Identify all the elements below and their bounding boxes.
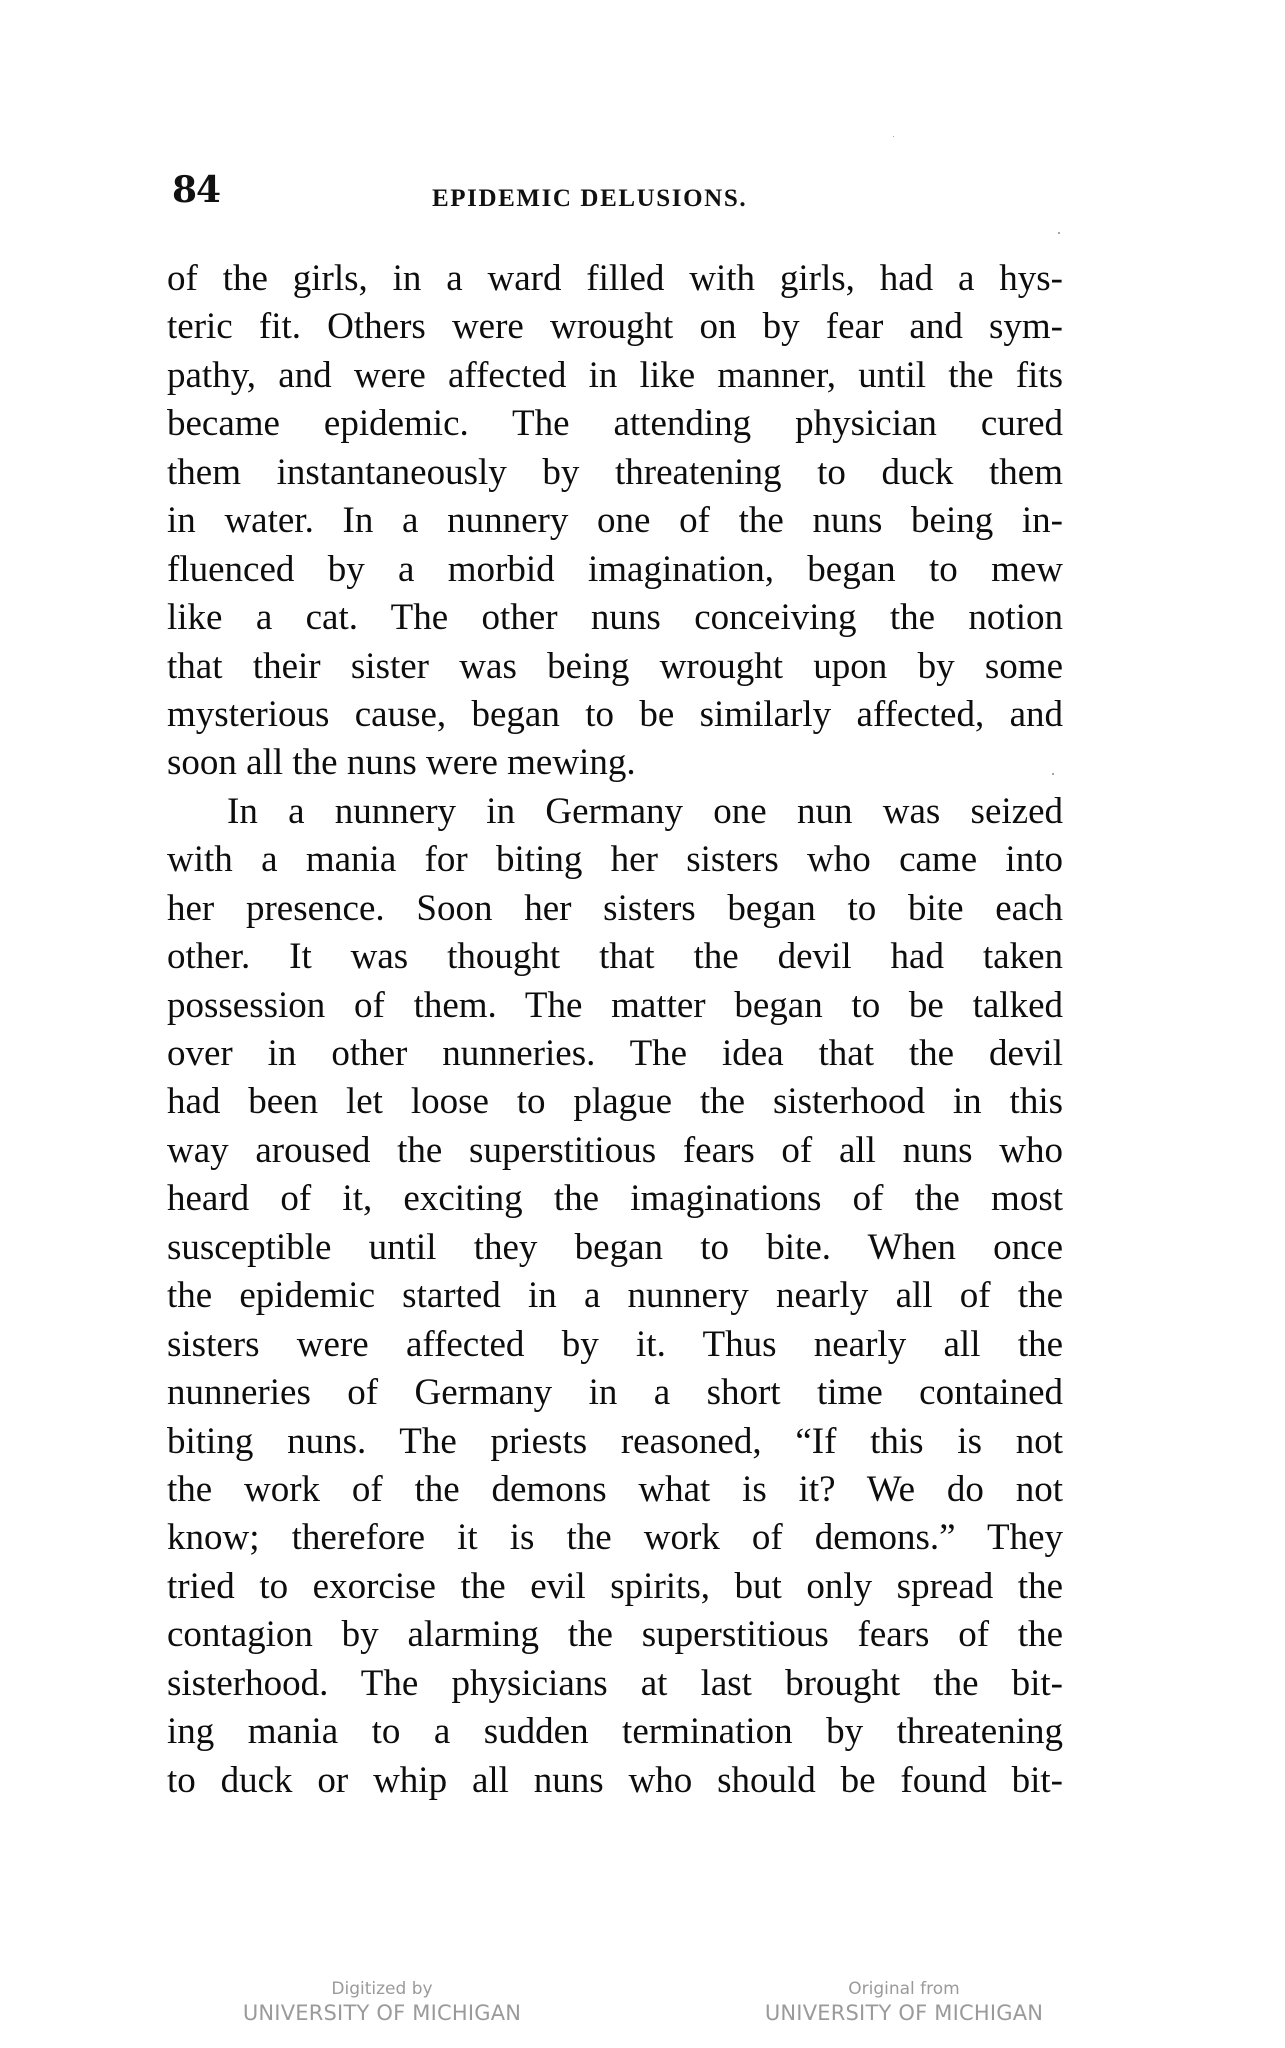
footer-original-institution: UNIVERSITY OF MICHIGAN xyxy=(764,2001,1044,2025)
text-line: sisterhood. The physicians at last brought the bit- xyxy=(167,1662,1063,1704)
text-line: contagion by alarming the superstitious fears of the xyxy=(167,1614,1063,1656)
running-head: EPIDEMIC DELUSIONS. xyxy=(432,185,748,212)
text-line: susceptible until they began to bite. When once xyxy=(167,1226,1063,1268)
text-line: fluenced by a morbid imagination, began to mew xyxy=(167,548,1063,590)
text-line: sisters were affected by it. Thus nearly all the xyxy=(167,1323,1063,1365)
text-line: heard of it, exciting the imaginations of the most xyxy=(167,1178,1063,1220)
footer-digitized-by xyxy=(232,1978,532,2026)
text-line: mysterious cause, began to be similarly affected, and xyxy=(167,693,1063,735)
text-line: in water. In a nunnery one of the nuns being in- xyxy=(167,500,1063,542)
text-line-paragraph-end: soon all the nuns were mewing. xyxy=(167,742,636,784)
text-line: biting nuns. The priests reasoned, “If this is not xyxy=(167,1420,1063,1462)
text-line: of the girls, in a ward filled with girls, had a hys- xyxy=(167,258,1063,299)
footer-original-from xyxy=(754,1978,1054,2026)
text-line: to duck or whip all nuns who should be found bit- xyxy=(167,1759,1063,1801)
text-line: know; therefore it is the work of demons.” They xyxy=(167,1517,1063,1559)
text-line: with a mania for biting her sisters who came into xyxy=(167,839,1063,881)
scan-speck xyxy=(893,136,894,137)
text-line: tried to exorcise the evil spirits, but only spread the xyxy=(167,1565,1063,1607)
footer-digitized-label: Digitized by xyxy=(331,1979,433,1999)
text-line: them instantaneously by threatening to duck them xyxy=(167,451,1063,493)
text-line: pathy, and were affected in like manner, until the fits xyxy=(167,354,1063,396)
text-line: nunneries of Germany in a short time contained xyxy=(167,1372,1063,1414)
text-line: became epidemic. The attending physician cured xyxy=(167,403,1063,445)
text-line: ing mania to a sudden termination by threatening xyxy=(167,1711,1063,1753)
text-line: like a cat. The other nuns conceiving the notion xyxy=(167,597,1063,639)
text-line-paragraph-start: In a nunnery in Germany one nun was seized xyxy=(227,790,1063,832)
text-line: had been let loose to plague the sisterhood in this xyxy=(167,1081,1063,1123)
text-line: her presence. Soon her sisters began to bite each xyxy=(167,887,1063,929)
text-line: that their sister was being wrought upon by some xyxy=(167,645,1063,687)
scan-speck xyxy=(1052,773,1054,775)
text-line: over in other nunneries. The idea that the devil xyxy=(167,1033,1063,1074)
footer-digitized-institution: UNIVERSITY OF MICHIGAN xyxy=(242,2001,522,2025)
text-line: the work of the demons what is it? We do not xyxy=(167,1468,1063,1510)
scan-speck xyxy=(1058,232,1060,234)
text-line: other. It was thought that the devil had taken xyxy=(167,936,1063,978)
page-number: 84 xyxy=(172,169,221,211)
text-line: teric fit. Others were wrought on by fear and sym- xyxy=(167,306,1063,348)
text-line: the epidemic started in a nunnery nearly all of the xyxy=(167,1275,1063,1317)
body-text xyxy=(167,255,1063,1805)
text-line: way aroused the superstitious fears of all nuns who xyxy=(167,1129,1063,1171)
text-line: possession of them. The matter began to be talked xyxy=(167,984,1063,1026)
footer-original-label: Original from xyxy=(848,1979,960,1999)
